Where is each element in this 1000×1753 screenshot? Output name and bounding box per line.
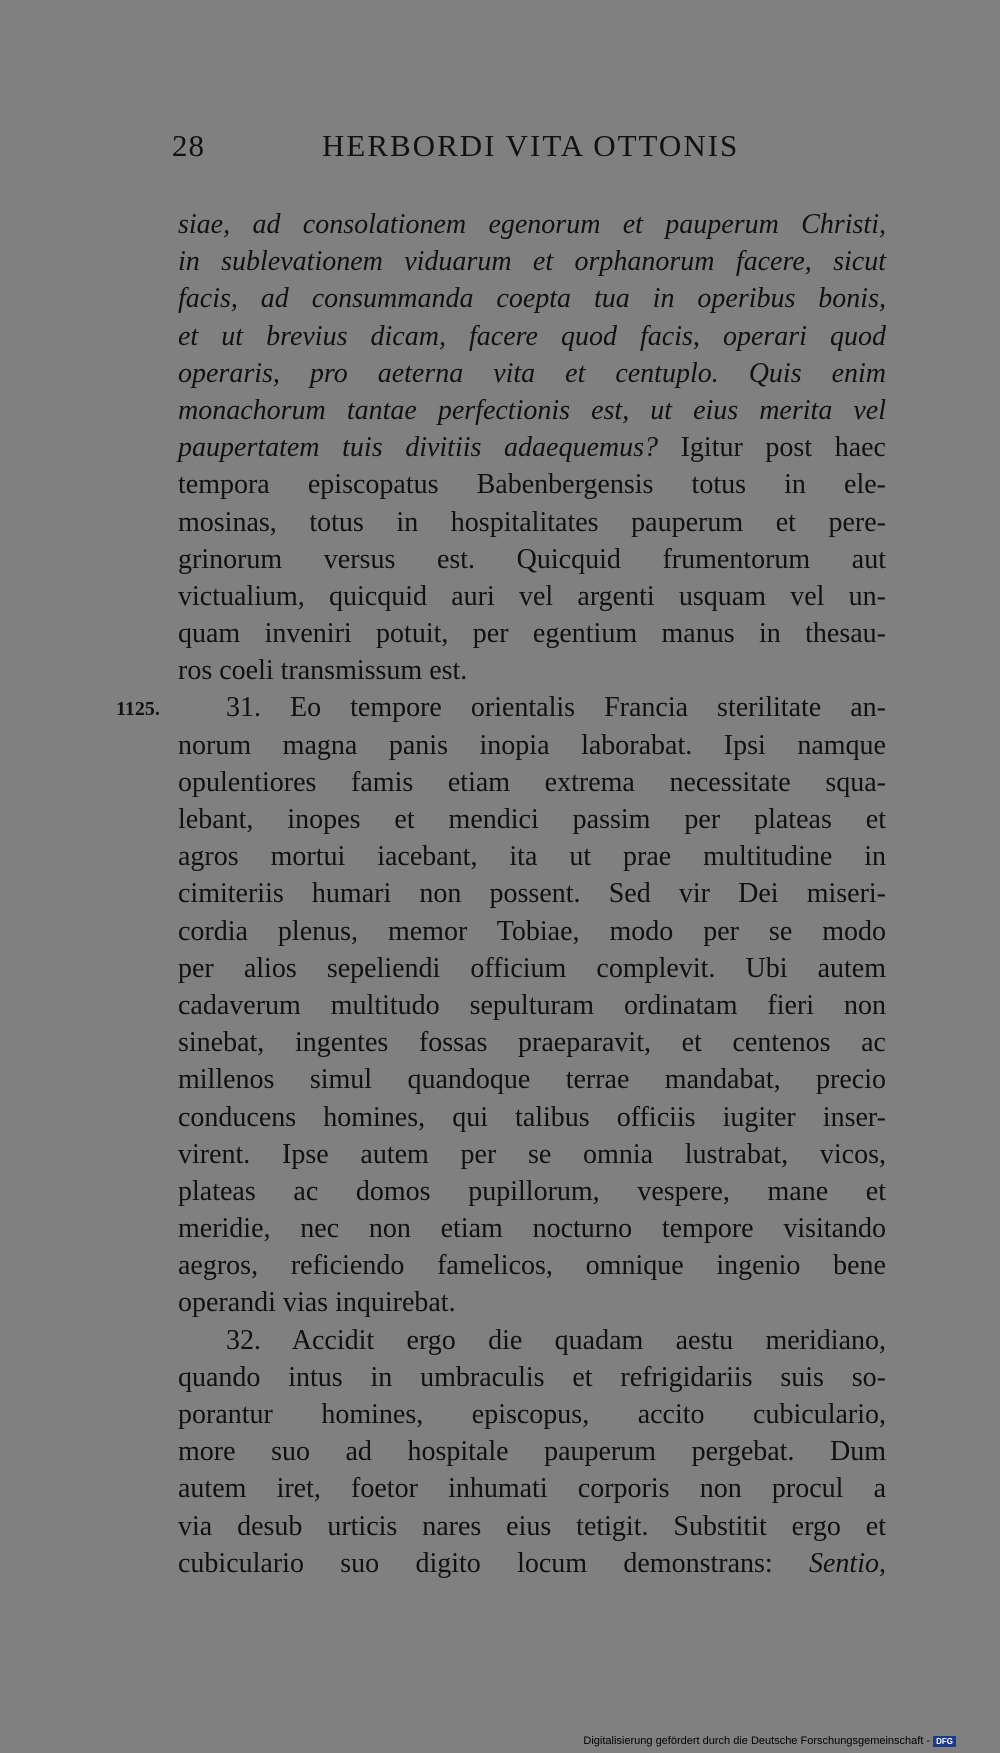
digitization-credit [583, 1735, 956, 1747]
text-line: millenos simul quandoque terrae mandabat, precio [178, 1064, 886, 1096]
text-line: more suo ad hospitale pauperum pergebat. Dum [178, 1436, 886, 1468]
text-line [178, 1545, 886, 1582]
margin-year-note: 1125. [116, 698, 160, 720]
text-line: siae, ad consolationem egenorum et pauperum Christi, [178, 209, 886, 240]
text-line: agros mortui iacebant, ita ut prae multitudine in [178, 841, 886, 873]
text-line: via desub urticis nares eius tetigit. Substitit ergo et [178, 1510, 886, 1542]
text-line: cordia plenus, memor Tobiae, modo per se modo [178, 915, 886, 947]
text-line: plateas ac domos pupillorum, vespere, mane et [178, 1175, 886, 1207]
text-line: monachorum tantae perfectionis est, ut eius merita vel [178, 394, 886, 426]
text-line: autem iret, foetor inhumati corporis non procul a [178, 1473, 886, 1505]
dfg-logo-icon: DFG [933, 1736, 956, 1747]
text-line: operaris, pro aeterna vita et centuplo. Quis enim [178, 357, 886, 389]
text-line: sinebat, ingentes fossas praeparavit, et centenos ac [178, 1027, 886, 1059]
text-line [178, 429, 886, 466]
text-line: facis, ad consummanda coepta tua in operibus bonis, [178, 283, 886, 315]
text-line: quam inveniri potuit, per egentium manus in thesau- [178, 618, 886, 650]
text-line: in sublevationem viduarum et orphanorum facere, sicut [178, 246, 886, 278]
text-roman-segment: cubiculario suo digito locum demonstrans: [178, 1547, 809, 1579]
text-roman-segment: Igitur post haec [658, 432, 886, 464]
text-line: tempora episcopatus Babenbergensis totus in ele- [178, 469, 886, 501]
page-number: 28 [172, 128, 205, 163]
footer-text: Digitalisierung gefördert durch die Deutsche Forschungsgemeinschaft - [583, 1735, 931, 1747]
text-line: mosinas, totus in hospitalitates pauperum et pere- [178, 506, 886, 538]
page-header [172, 128, 884, 168]
text-line: ros coeli transmissum est. [178, 655, 468, 687]
text-italic-segment: paupertatem tuis divitiis adaequemus? [178, 432, 658, 464]
text-line: grinorum versus est. Quicquid frumentorum aut [178, 543, 886, 575]
text-line: victualium, quicquid auri vel argenti usquam vel un- [178, 580, 886, 612]
body-text [178, 206, 886, 1582]
text-line: lebant, inopes et mendici passim per plateas et [178, 804, 886, 835]
text-line: opulentiores famis etiam extrema necessitate squa- [178, 766, 886, 798]
text-line: cimiteriis humari non possent. Sed vir Dei miseri- [178, 878, 886, 910]
text-line: conducens homines, qui talibus officiis iugiter inser- [178, 1101, 886, 1133]
paragraph-31-start: 31. Eo tempore orientalis Francia sterilitate an- [226, 692, 886, 724]
text-line: aegros, reficiendo famelicos, omnique ingenio bene [178, 1250, 886, 1282]
text-line: cadaverum multitudo sepulturam ordinatam fieri non [178, 989, 886, 1021]
text-line: et ut brevius dicam, facere quod facis, operari quod [178, 320, 886, 352]
text-line: per alios sepeliendi officium complevit. Ubi autem [178, 952, 886, 984]
text-italic-segment: Sentio, [809, 1547, 886, 1579]
text-line: quando intus in umbraculis et refrigidariis suis so- [178, 1361, 886, 1393]
paragraph-32-start: 32. Accidit ergo die quadam aestu meridiano, [226, 1324, 886, 1356]
text-line: norum magna panis inopia laborabat. Ipsi namque [178, 729, 886, 761]
text-line: porantur homines, episcopus, accito cubiculario, [178, 1399, 886, 1430]
text-line: meridie, nec non etiam nocturno tempore visitando [178, 1213, 886, 1245]
running-title: HERBORDI VITA OTTONIS [322, 128, 740, 163]
text-line: virent. Ipse autem per se omnia lustrabat, vicos, [178, 1138, 886, 1170]
text-line: operandi vias inquirebat. [178, 1287, 456, 1319]
